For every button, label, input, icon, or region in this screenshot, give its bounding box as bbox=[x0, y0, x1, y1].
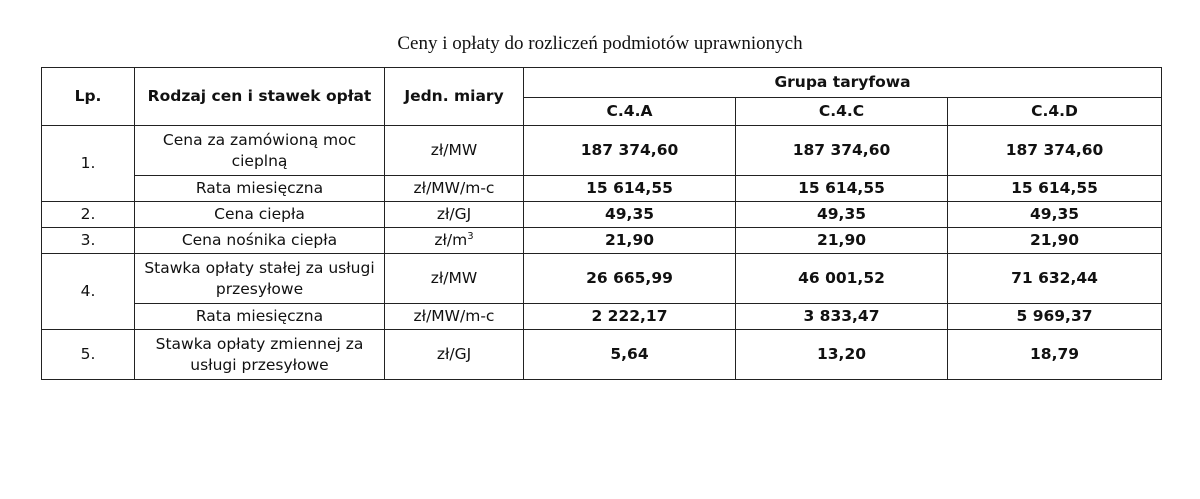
table-row bbox=[42, 330, 1162, 380]
row-value: 71 632,44 bbox=[948, 254, 1162, 304]
row-value: 21,90 bbox=[948, 228, 1162, 254]
table-row bbox=[42, 126, 1162, 176]
row-value: 21,90 bbox=[736, 228, 948, 254]
row-value: 15 614,55 bbox=[524, 176, 736, 202]
header-group-c4c: C.4.C bbox=[736, 98, 948, 126]
row-lp: 1. bbox=[42, 126, 135, 202]
row-value: 5 969,37 bbox=[948, 304, 1162, 330]
header-rodzaj: Rodzaj cen i stawek opłat bbox=[135, 68, 385, 126]
row-value: 2 222,17 bbox=[524, 304, 736, 330]
row-name: Cena za zamówioną moc cieplną bbox=[135, 126, 385, 176]
table-row bbox=[42, 254, 1162, 304]
row-value: 46 001,52 bbox=[736, 254, 948, 304]
row-value: 15 614,55 bbox=[736, 176, 948, 202]
row-unit: zł/MW/m-c bbox=[385, 176, 524, 202]
table-row bbox=[42, 304, 1162, 330]
document-title: Ceny i opłaty do rozliczeń podmiotów uprawnionych bbox=[397, 33, 803, 54]
row-unit: zł/MW/m-c bbox=[385, 304, 524, 330]
header-lp: Lp. bbox=[42, 68, 135, 126]
row-value: 5,64 bbox=[524, 330, 736, 380]
row-unit: zł/GJ bbox=[385, 202, 524, 228]
row-unit: zł/GJ bbox=[385, 330, 524, 380]
row-value: 15 614,55 bbox=[948, 176, 1162, 202]
unit-superscript: 3 bbox=[467, 230, 474, 242]
row-value: 49,35 bbox=[948, 202, 1162, 228]
row-value: 18,79 bbox=[948, 330, 1162, 380]
row-value: 3 833,47 bbox=[736, 304, 948, 330]
header-group-c4d: C.4.D bbox=[948, 98, 1162, 126]
header-group-c4a: C.4.A bbox=[524, 98, 736, 126]
row-lp: 4. bbox=[42, 254, 135, 330]
header-grupa-taryfowa: Grupa taryfowa bbox=[524, 68, 1162, 98]
row-value: 187 374,60 bbox=[524, 126, 736, 176]
tariff-table bbox=[41, 67, 1162, 380]
table-row bbox=[42, 228, 1162, 254]
row-name: Cena ciepła bbox=[135, 202, 385, 228]
row-lp: 2. bbox=[42, 202, 135, 228]
row-unit: zł/MW bbox=[385, 254, 524, 304]
row-name: Rata miesięczna bbox=[135, 304, 385, 330]
header-jednostka: Jedn. miary bbox=[385, 68, 524, 126]
table-row bbox=[42, 202, 1162, 228]
row-value: 49,35 bbox=[736, 202, 948, 228]
row-lp: 5. bbox=[42, 330, 135, 380]
row-name: Stawka opłaty zmiennej za usługi przesyłowe bbox=[135, 330, 385, 380]
row-lp: 3. bbox=[42, 228, 135, 254]
row-name: Rata miesięczna bbox=[135, 176, 385, 202]
row-value: 26 665,99 bbox=[524, 254, 736, 304]
row-name: Cena nośnika ciepła bbox=[135, 228, 385, 254]
unit-text: zł/m bbox=[434, 231, 468, 249]
table-row bbox=[42, 176, 1162, 202]
row-name: Stawka opłaty stałej za usługi przesyłowe bbox=[135, 254, 385, 304]
row-value: 49,35 bbox=[524, 202, 736, 228]
row-value: 187 374,60 bbox=[948, 126, 1162, 176]
row-unit: zł/MW bbox=[385, 126, 524, 176]
row-value: 187 374,60 bbox=[736, 126, 948, 176]
row-unit bbox=[385, 228, 524, 254]
row-value: 13,20 bbox=[736, 330, 948, 380]
row-value: 21,90 bbox=[524, 228, 736, 254]
